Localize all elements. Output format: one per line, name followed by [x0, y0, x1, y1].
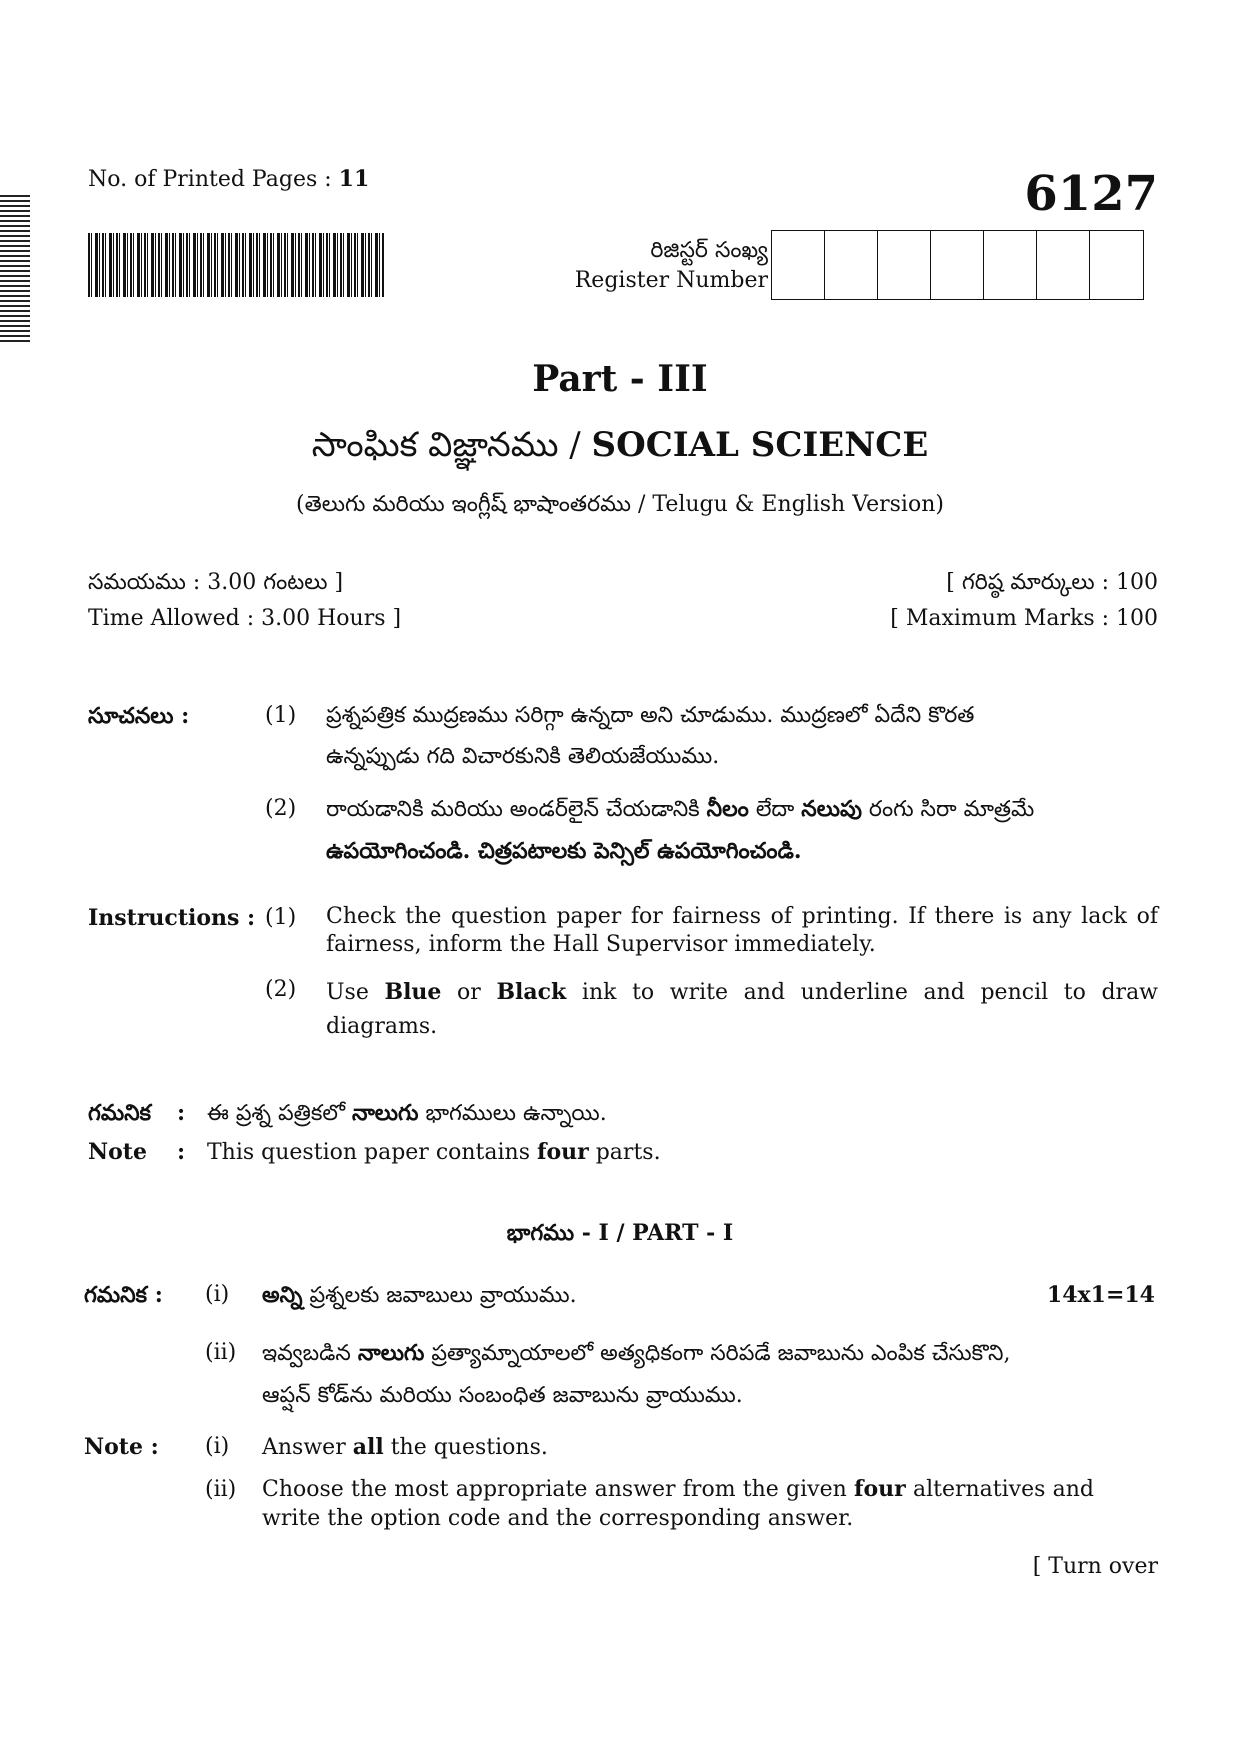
note-en-colon: : [177, 1139, 186, 1165]
part-one-en-note-label: Note : [84, 1434, 159, 1460]
note-te-colon: : [177, 1100, 186, 1126]
note-te-text: ఈ ప్రశ్న పత్రికలో నాలుగు భాగములు ఉన్నాయి. [207, 1100, 607, 1126]
register-digit-box[interactable] [931, 231, 984, 299]
printed-pages: No. of Printed Pages : 11 [88, 166, 370, 192]
part-one-te-i-num: (i) [205, 1282, 230, 1307]
register-digit-box[interactable] [878, 231, 931, 299]
instructions-en-label: Instructions : [88, 905, 256, 931]
instruction-en-2-num: (2) [265, 977, 297, 1002]
note-en-text: This question paper contains four parts. [207, 1139, 661, 1165]
register-number-boxes[interactable] [771, 230, 1144, 300]
instructions-te-label: సూచనలు : [88, 703, 190, 729]
register-digit-box[interactable] [1090, 231, 1143, 299]
part-one-en-ii-num: (ii) [205, 1477, 237, 1502]
barcode [88, 233, 385, 297]
registration-marks [0, 195, 30, 345]
instruction-te-2-num: (2) [265, 796, 297, 821]
part-one-te-ii: ఇవ్వబడిన నాలుగు ప్రత్యామ్నాయాలలో అత్యధికంగా సరిపడే జవాబును ఎంపిక చేసుకొని, ఆప్షన్ కోడ్‌ను మరియు సంబంధిత జవాబును వ్రాయుము. [262, 1340, 1011, 1408]
maximum-marks: [ గరిష్ఠ మార్కులు : 100 [ Maximum Marks : 100 [890, 570, 1158, 631]
turn-over: [ Turn over [1032, 1554, 1158, 1579]
part-one-marks: 14x1=14 [1046, 1282, 1155, 1308]
register-digit-box[interactable] [1037, 231, 1090, 299]
instruction-te-1-num: (1) [265, 703, 297, 728]
part-one-en-i: Answer all the questions. [262, 1434, 548, 1460]
instruction-en-1: Check the question paper for fairness of printing. If there is any lack of fairness, inform the Hall Supervisor immediately. [326, 904, 1158, 957]
part-one-te-i: అన్ని ప్రశ్నలకు జవాబులు వ్రాయుము. [262, 1282, 577, 1308]
time-allowed: సమయము : 3.00 గంటలు ] Time Allowed : 3.00 Hours ] [88, 570, 402, 631]
register-label: రిజిస్టర్ సంఖ్య Register Number [574, 238, 768, 293]
note-en-label: Note [88, 1139, 147, 1165]
part-one-te-note-label: గమనిక : [84, 1282, 163, 1308]
paper-code: 6127 [1024, 166, 1158, 222]
instruction-en-2: Use Blue or Black ink to write and underline and pencil to draw diagrams. [326, 979, 1159, 1039]
part-one-heading: భాగము - I / PART - I [506, 1220, 734, 1246]
instruction-te-2: రాయడానికి మరియు అండర్‌లైన్ చేయడానికి నీలం లేదా నలుపు రంగు సిరా మాత్రమే ఉపయోగించండి. చిత్రపటాలకు పెన్సిల్ ఉపయోగించండి. [326, 796, 1035, 864]
part-title: Part - III [532, 358, 708, 400]
part-one-te-ii-num: (ii) [205, 1340, 237, 1365]
register-digit-box[interactable] [772, 231, 825, 299]
instruction-te-1: ప్రశ్నపత్రిక ముద్రణము సరిగ్గా ఉన్నదా అని చూడుము. ముద్రణలో ఏదేని కొరత ఉన్నప్పుడు గది విచారకునికి తెలియజేయుము. [326, 703, 975, 769]
part-one-en-ii: Choose the most appropriate answer from the given four alternatives and write the option code and the corresponding answer. [262, 1476, 1094, 1531]
subject-title: సాంఘిక విజ్ఞానము / SOCIAL SCIENCE [311, 425, 929, 465]
register-digit-box[interactable] [825, 231, 878, 299]
part-one-en-i-num: (i) [205, 1434, 230, 1459]
version-line: (తెలుగు మరియు ఇంగ్లీష్ భాషాంతరము / Telugu & English Version) [296, 492, 944, 517]
register-digit-box[interactable] [984, 231, 1037, 299]
note-te-label: గమనిక [88, 1100, 152, 1126]
instruction-en-1-num: (1) [265, 905, 297, 930]
